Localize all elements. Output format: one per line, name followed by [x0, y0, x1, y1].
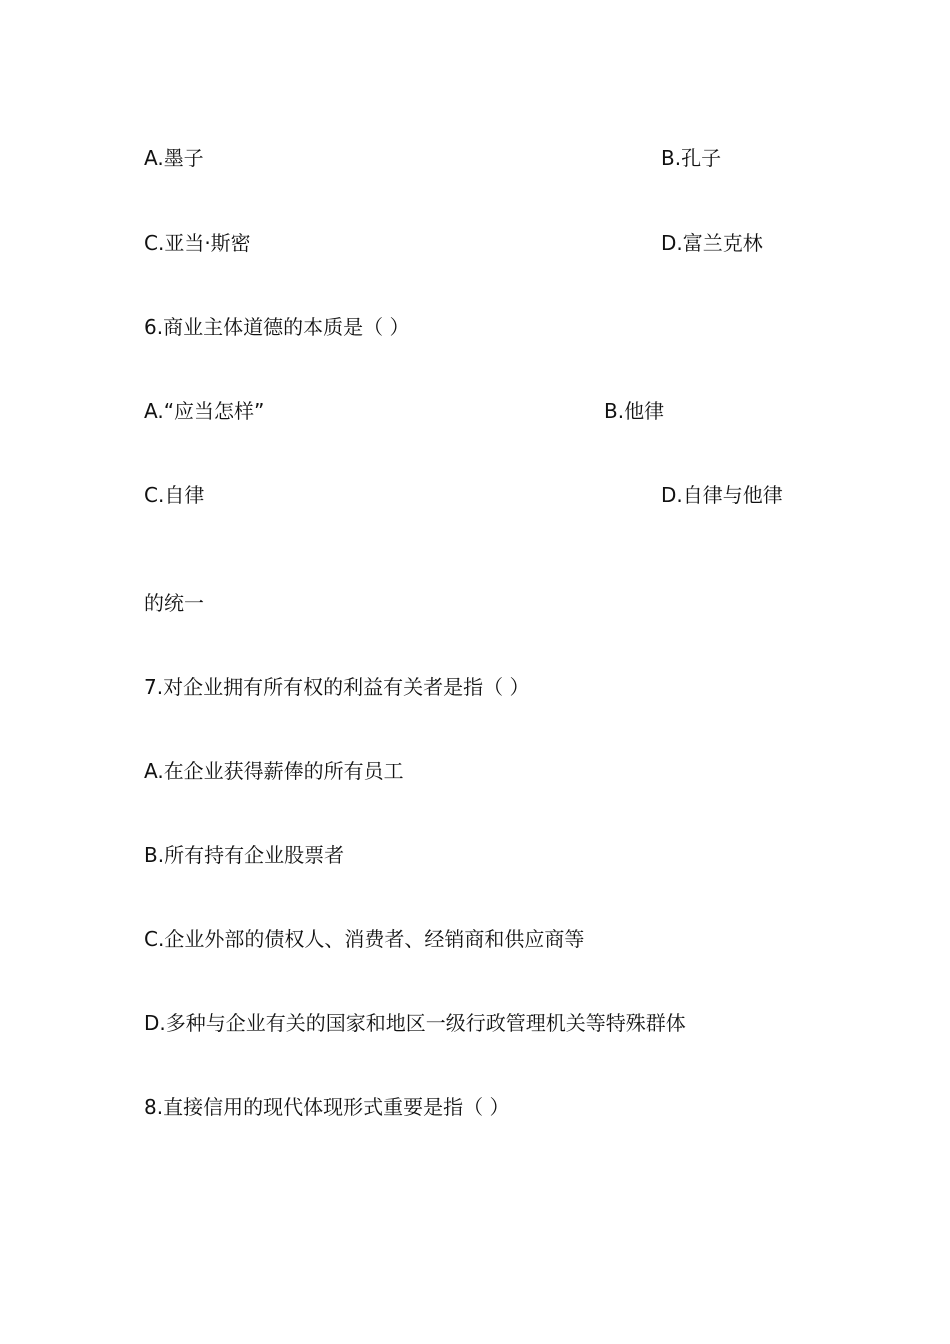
q7-option-d: D.多种与企业有关的国家和地区一级行政管理机关等特殊群体	[144, 1011, 686, 1035]
q7-option-c: C.企业外部的债权人、消费者、经销商和供应商等	[144, 927, 585, 951]
q7-option-a: A.在企业获得薪俸的所有员工	[144, 759, 404, 783]
q5-option-d: D.富兰克林	[661, 231, 763, 255]
q5-option-c: C.亚当·斯密	[144, 231, 251, 255]
q7-question: 7.对企业拥有所有权的利益有关者是指（ ）	[144, 675, 530, 699]
q6-option-a: A.“应当怎样”	[144, 399, 265, 423]
q6-option-c: C.自律	[144, 483, 205, 507]
q6-option-d: D.自律与他律	[661, 483, 783, 507]
q5-option-b: B.孔子	[661, 146, 722, 170]
q6-question: 6.商业主体道德的本质是（ ）	[144, 315, 410, 339]
q6-option-b: B.他律	[604, 399, 665, 423]
q6-option-d-continued: 的统一	[144, 591, 204, 615]
q8-question: 8.直接信用的现代体现形式重要是指（ ）	[144, 1095, 510, 1119]
q5-option-a: A.墨子	[144, 146, 204, 170]
q7-option-b: B.所有持有企业股票者	[144, 843, 345, 867]
